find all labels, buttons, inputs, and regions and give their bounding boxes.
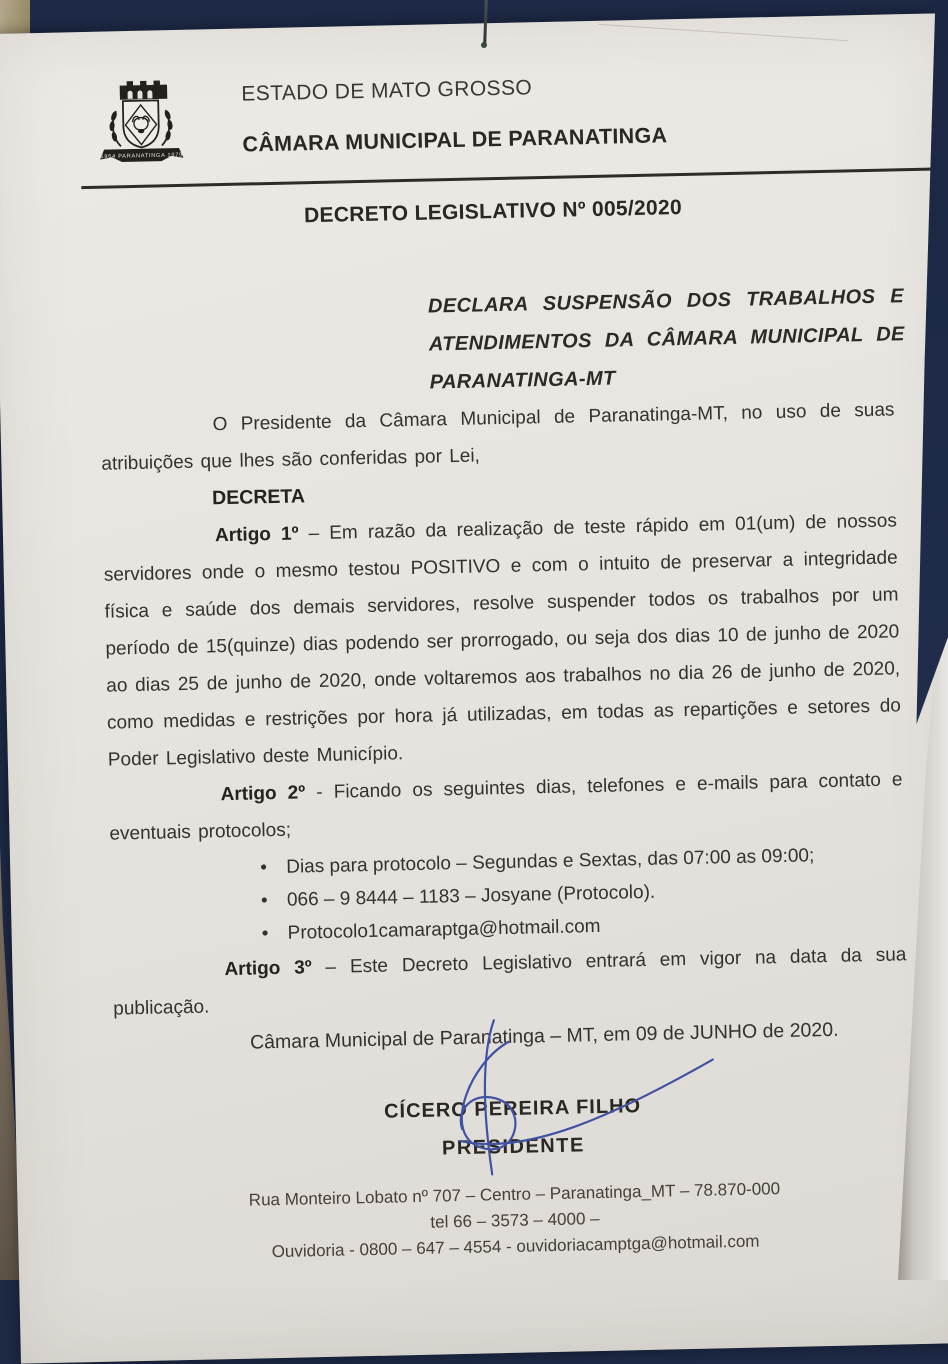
state-title: ESTADO DE MATO GROSSO — [241, 76, 533, 106]
emblem-banner-text: 1964 PARANATINGA 1979 — [100, 152, 183, 161]
push-pin-tip — [481, 42, 487, 48]
article-1-separator: – — [308, 522, 320, 545]
leaf — [167, 120, 173, 131]
decree-document-sheet — [0, 13, 948, 1363]
contact-bullet-list — [110, 837, 906, 953]
article-1-label: Artigo 1º — [214, 523, 299, 547]
paper-crease — [598, 24, 848, 41]
decree-summary: DECLARA SUSPENSÃO DOS TRABALHOS E ATENDIMENTOS DA CÂMARA MUNICIPAL DE PARANATINGA-MT — [427, 285, 906, 394]
bullet-icon: • — [260, 857, 268, 879]
leaf — [110, 111, 118, 122]
bullet-phone: 066 – 9 8444 – 1183 – Josyane (Protocolo). — [286, 881, 656, 911]
article-2-separator: - — [316, 781, 323, 804]
crown-arch — [147, 90, 152, 98]
article-1-text: Em razão da realização de teste rápido em 01(um) de nossos servidores onde o mesmo testou POSITIVO e com o intuito de preservar a integridade física e saúde dos demais servidores, resolve suspender todos os trabalhos por um período de 15(quinze) dias podendo ser prorrogado, ou seja dos dias 10 de junho de 2020 ao dias 25 de junho de 2020, onde voltaremos aos trabalhos no dia 26 de junho de 2020, como medidas e restrições por hora já utilizadas, em todas as repartições e setores do Poder Legislativo deste Município. — [103, 510, 902, 771]
signer-name: CÍCERO PEREIRA FILHO — [383, 1095, 642, 1123]
article-2-label: Artigo 2º — [220, 782, 306, 806]
bullet-email: Protocolo1camaraptga@hotmail.com — [287, 915, 601, 944]
crown-arch — [137, 90, 142, 98]
emblem-crown — [120, 80, 168, 99]
letterhead — [93, 58, 889, 175]
institution-title: CÂMARA MUNICIPAL DE PARANATINGA — [242, 123, 668, 157]
dateline: Câmara Municipal de Paranatinga – MT, em 09 de JUNHO de 2020. — [249, 1018, 839, 1054]
footer-phone: tel 66 – 3573 – 4000 – — [430, 1209, 600, 1232]
crown-arch — [128, 91, 133, 99]
enactment-word: DECRETA — [211, 485, 306, 510]
letterhead-titles — [241, 73, 667, 157]
article-3-separator: – — [325, 956, 337, 978]
bullet-icon: • — [260, 890, 268, 912]
emblem-shield — [123, 100, 159, 147]
decree-title: DECRETO LEGISLATIVO Nº 005/2020 — [303, 195, 683, 228]
bullet-icon: • — [261, 923, 269, 945]
footer-ombudsman: Ouvidoria - 0800 – 647 – 4554 - ouvidoriacamptga@hotmail.com — [271, 1231, 760, 1262]
municipal-coat-of-arms — [87, 74, 195, 176]
article-3-text: Este Decreto Legislativo entrará em vigor na data da sua publicação. — [113, 944, 907, 1020]
footer-block — [117, 1173, 913, 1268]
footer-address: Rua Monteiro Lobato nº 707 – Centro – Paranatinga_MT – 78.870-000 — [248, 1179, 781, 1210]
bullet-protocol-days: Dias para protocolo – Segundas e Sextas, das 07:00 as 09:00; — [286, 845, 815, 878]
leaf — [164, 109, 172, 120]
signer-role: PRESIDENTE — [441, 1134, 586, 1160]
preamble-paragraph: O Presidente da Câmara Municipal de Paranatinga-MT, no uso de suas atribuições que lhes são conferidas por Lei, — [101, 399, 895, 475]
article-1-paragraph — [103, 502, 902, 778]
article-2-text: Ficando os seguintes dias, telefones e e-mails para contato e eventuais protocolos; — [109, 769, 903, 845]
leaf — [109, 121, 115, 131]
article-3-label: Artigo 3º — [224, 957, 312, 981]
